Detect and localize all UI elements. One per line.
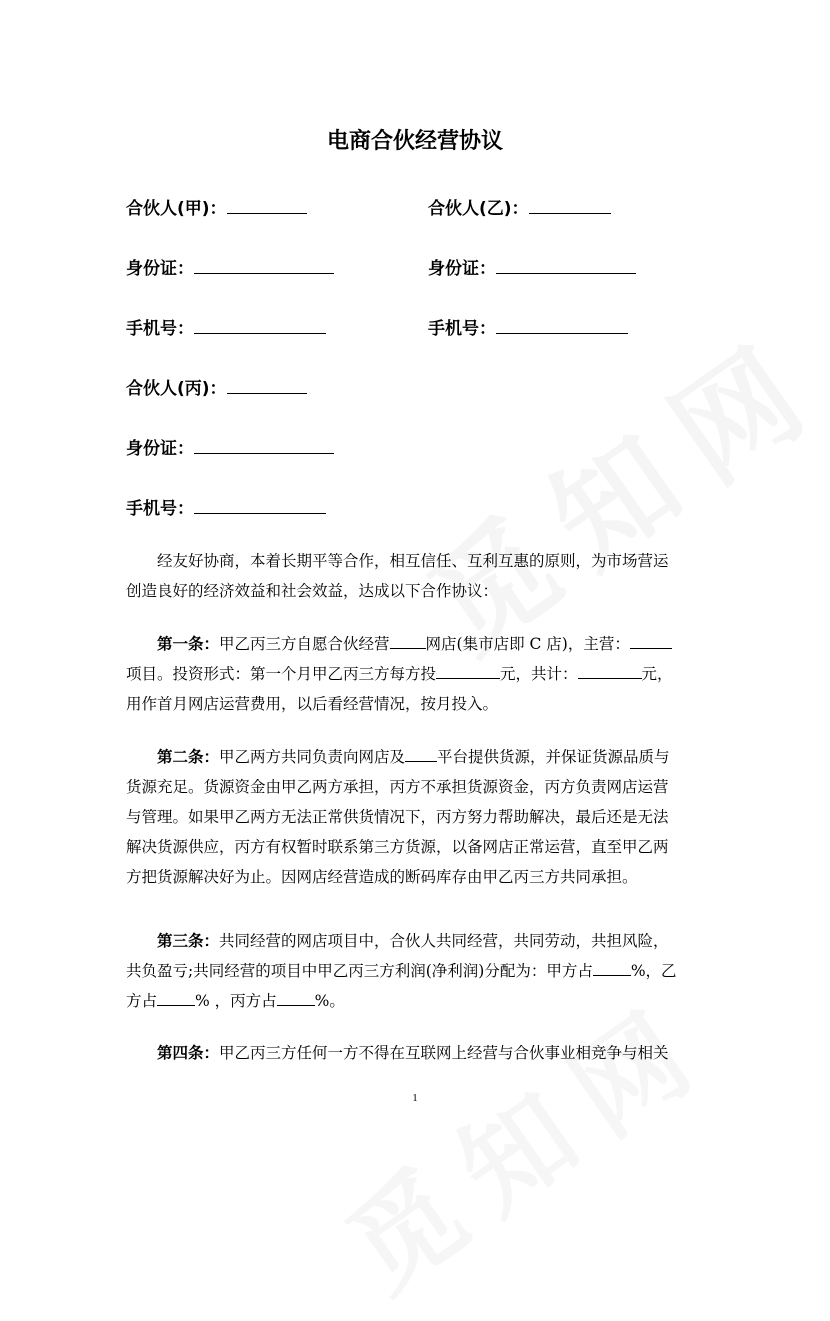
partner-b-phone-field	[428, 315, 628, 341]
document-title: 电商合伙经营协议	[326, 129, 503, 154]
partner-b-id-label: 身份证：	[428, 259, 496, 279]
intro-line-1: 经友好协商，本着长期平等合作，相互信任、互利互惠的原则，为市场营运	[157, 552, 669, 570]
partner-a-field	[126, 195, 307, 221]
partner-c-phone-label: 手机号：	[126, 499, 194, 519]
store-name-blank[interactable]	[390, 634, 426, 649]
article-2-line-1	[126, 742, 706, 772]
share-b-blank[interactable]	[157, 991, 195, 1006]
article-2-line-5: 方把货源解决好为止。因网店经营造成的断码库存由甲乙丙三方共同承担。	[126, 868, 638, 886]
article-1-line-2	[126, 659, 706, 689]
article-3-text-1: 共同经营的网店项目中，合伙人共同经营，共同劳动，共担风险，	[219, 932, 669, 950]
intro-paragraph	[126, 546, 706, 606]
article-1-text-1: 甲乙丙三方自愿合伙经营	[219, 635, 390, 653]
partner-c-field	[126, 375, 307, 401]
investment-each-blank[interactable]	[436, 664, 500, 679]
partner-b-phone-label: 手机号：	[428, 319, 496, 339]
partner-a-blank[interactable]	[227, 195, 307, 214]
investment-total-blank[interactable]	[578, 664, 642, 679]
article-1-text-5: 元，	[641, 665, 673, 683]
article-3-line-1	[126, 926, 706, 956]
partner-a-phone-label: 手机号：	[126, 319, 194, 339]
partner-c-id-field	[126, 435, 334, 461]
article-1	[126, 629, 706, 719]
partner-c-label: 合伙人(丙)：	[126, 379, 227, 399]
partner-b-field	[428, 195, 611, 221]
partner-b-phone-blank[interactable]	[496, 315, 628, 334]
partner-c-phone-field	[126, 495, 326, 521]
article-1-line-1	[126, 629, 706, 659]
article-2	[126, 742, 706, 892]
article-4-text-1: 甲乙丙三方任何一方不得在互联网上经营与合伙事业相竞争与相关	[219, 1044, 669, 1062]
partner-b-id-blank[interactable]	[496, 255, 636, 274]
article-2-text-1: 甲乙两方共同负责向网店及	[219, 748, 406, 766]
partner-c-id-blank[interactable]	[194, 435, 334, 454]
partner-c-id-label: 身份证：	[126, 439, 194, 459]
partner-b-id-field	[428, 255, 636, 281]
page-number: 1	[412, 1092, 418, 1104]
partner-a-id-blank[interactable]	[194, 255, 334, 274]
share-c-blank[interactable]	[277, 991, 315, 1006]
partner-a-phone-field	[126, 315, 326, 341]
article-2-line-3: 与管理。如果甲乙两方无法正常供货情况下，丙方努力帮助解决，最后还是无法	[126, 808, 669, 826]
article-4-label: 第四条：	[157, 1043, 220, 1062]
partner-b-blank[interactable]	[529, 195, 611, 214]
article-3-text-6: %。	[314, 992, 345, 1010]
main-business-blank[interactable]	[630, 634, 672, 649]
partner-c-phone-blank[interactable]	[194, 495, 326, 514]
article-3	[126, 926, 706, 1016]
article-3-text-3: %，乙	[630, 962, 677, 980]
article-1-text-4: 元，共计：	[500, 665, 578, 683]
article-2-label: 第二条：	[157, 747, 220, 766]
article-1-text-3: 项目。投资形式：第一个月甲乙丙三方每方投	[126, 665, 437, 683]
article-3-line-3	[126, 986, 706, 1016]
watermark	[391, 288, 830, 684]
article-3-label: 第三条：	[157, 931, 220, 950]
article-3-text-2: 共负盈亏;共同经营的项目中甲乙丙三方利润(净利润)分配为：甲方占	[126, 962, 593, 980]
article-1-line-3: 用作首月网店运营费用，以后看经营情况，按月投入。	[126, 695, 499, 713]
partner-a-phone-blank[interactable]	[194, 315, 326, 334]
intro-line-2: 创造良好的经济效益和社会效益，达成以下合作协议：	[126, 582, 499, 600]
article-3-text-5: % ，丙方占	[195, 992, 277, 1010]
article-3-line-2	[126, 956, 706, 986]
partner-a-id-label: 身份证：	[126, 259, 194, 279]
partner-a-label: 合伙人(甲)：	[126, 199, 227, 219]
article-2-line-2: 货源充足。货源资金由甲乙两方承担，丙方不承担货源资金，丙方负责网店运营	[126, 778, 669, 796]
article-1-label: 第一条：	[157, 634, 220, 653]
article-3-text-4: 方占	[126, 992, 158, 1010]
article-1-text-2: 网店(集市店即 C 店)，主营：	[425, 635, 630, 653]
partner-a-id-field	[126, 255, 334, 281]
article-2-text-2: 平台提供货源，并保证货源品质与	[437, 748, 670, 766]
article-4-line-1	[126, 1038, 706, 1068]
article-4	[126, 1038, 706, 1068]
article-2-line-4: 解决货源供应，丙方有权暂时联系第三方货源，以备网店正常运营，直至甲乙两	[126, 838, 669, 856]
platform-blank[interactable]	[405, 747, 437, 762]
partner-b-label: 合伙人(乙)：	[428, 199, 529, 219]
partner-c-blank[interactable]	[227, 375, 307, 394]
share-a-blank[interactable]	[593, 961, 631, 976]
